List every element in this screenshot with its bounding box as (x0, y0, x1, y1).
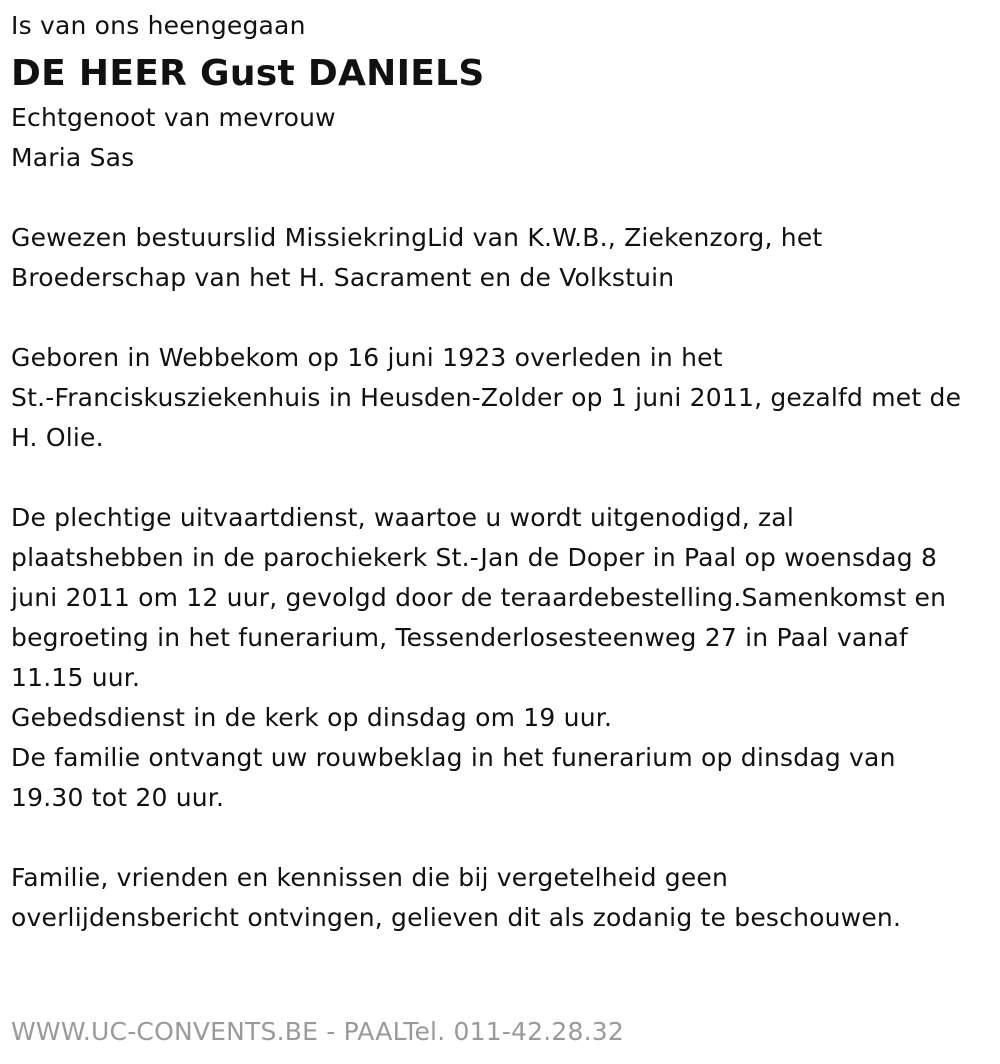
prayer-service-line: Gebedsdienst in de kerk op dinsdag om 19 uur. (11, 703, 613, 732)
condolence-line-2: 19.30 tot 20 uur. (11, 783, 225, 812)
intro-text: Is van ons heengegaan (11, 11, 306, 40)
birth-death-line-3: H. Olie. (11, 423, 104, 452)
obituary-body (11, 98, 990, 938)
paragraph-spacer (11, 458, 990, 498)
deceased-name: DE HEER Gust DANIELS (11, 53, 485, 94)
paragraph-spacer (11, 818, 990, 858)
closing-line-1: Familie, vrienden en kennissen die bij vergetelheid geen (11, 863, 729, 892)
membership-line-1: Gewezen bestuurslid MissiekringLid van K.W.B., Ziekenzorg, het (11, 223, 823, 252)
spouse-line-2: Maria Sas (11, 143, 135, 172)
funeral-line-1: De plechtige uitvaartdienst, waartoe u wordt uitgenodigd, zal (11, 503, 794, 532)
condolence-line-1: De familie ontvangt uw rouwbeklag in het funerarium op dinsdag van (11, 743, 896, 772)
birth-death-line-2: St.-Franciskusziekenhuis in Heusden-Zolder op 1 juni 2011, gezalfd met de (11, 383, 962, 412)
birth-death-line-1: Geboren in Webbekom op 16 juni 1923 overleden in het (11, 343, 723, 372)
membership-line-2: Broederschap van het H. Sacrament en de Volkstuin (11, 263, 675, 292)
funeral-line-2: plaatshebben in de parochiekerk St.-Jan de Doper in Paal op woensdag 8 (11, 543, 938, 572)
funeral-line-4: begroeting in het funerarium, Tessenderlosesteenweg 27 in Paal vanaf (11, 623, 909, 652)
funeral-line-5: 11.15 uur. (11, 663, 141, 692)
paragraph-spacer (11, 178, 990, 218)
closing-line-2: overlijdensbericht ontvingen, gelieven dit als zodanig te beschouwen. (11, 903, 902, 932)
paragraph-spacer (11, 298, 990, 338)
funeral-line-3: juni 2011 om 12 uur, gevolgd door de teraardebestelling.Samenkomst en (11, 583, 947, 612)
footer-funeral-home-contact: WWW.UC-CONVENTS.BE - PAALTel. 011-42.28.32 (11, 1017, 624, 1046)
spouse-line-1: Echtgenoot van mevrouw (11, 103, 336, 132)
